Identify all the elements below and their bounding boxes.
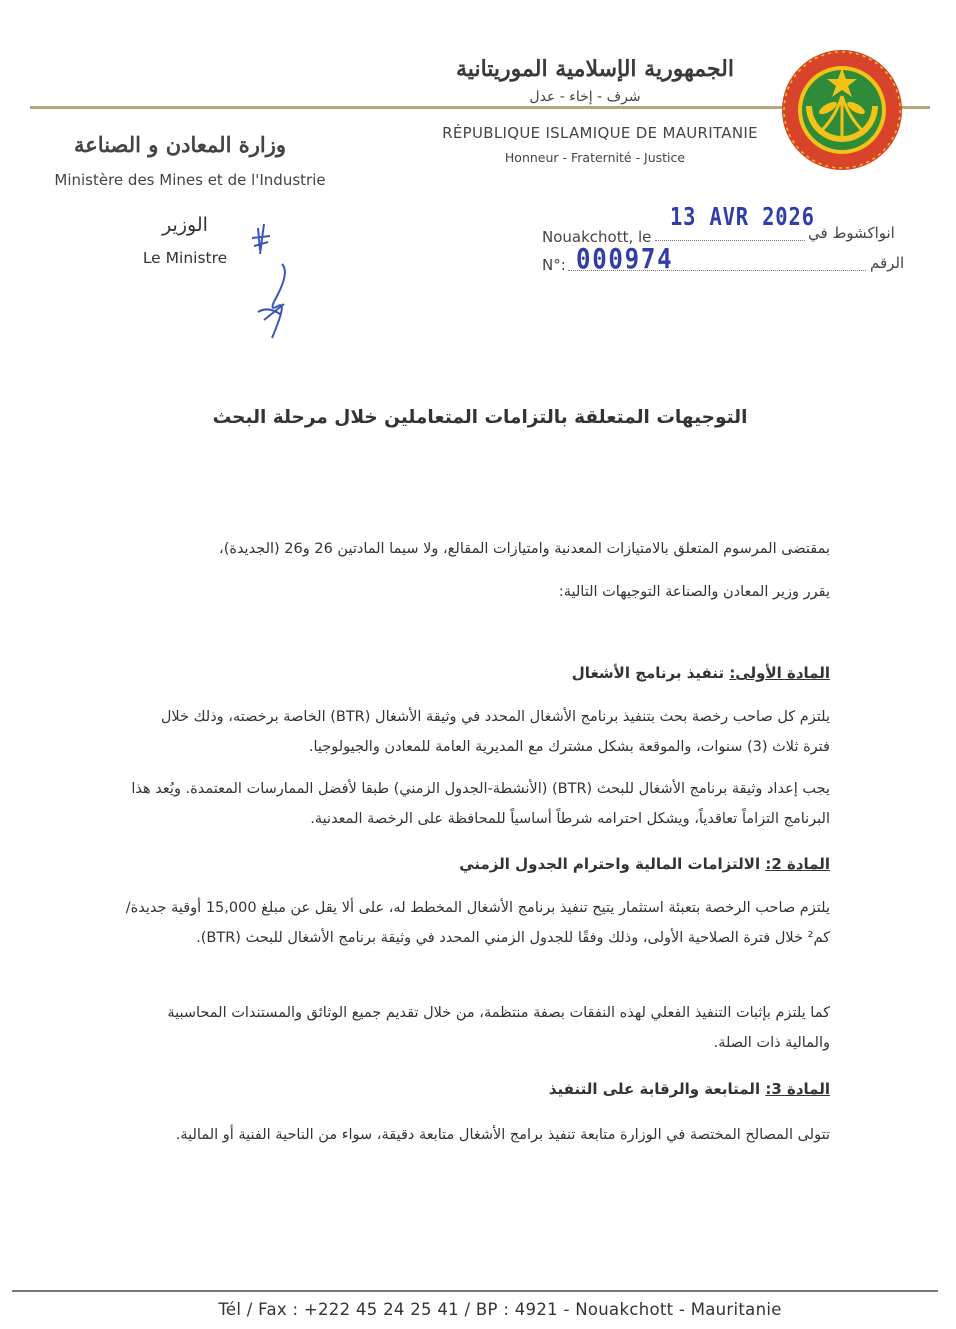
date-label-fr: Nouakchott, le [542,228,652,246]
preamble-decision: يقرر وزير المعادن والصناعة التوجيهات التالية: [558,584,830,600]
article-1-label: المادة الأولى: [729,664,830,682]
article-2-paragraph-2: كما يلتزم بإثبات التنفيذ الفعلي لهذه النفقات بصفة منتظمة، من خلال تقديم جميع الوثائق والمستندات المحاسبية والمالية ذات الصلة. [167,1005,830,1051]
article-2-title: الالتزامات المالية واحترام الجدول الزمني [459,855,766,873]
national-seal-icon [780,48,904,172]
preamble-decree: بمقتضى المرسوم المتعلق بالامتيازات المعدنية وامتيازات المقالع، ولا سيما المادتين 26 و26 (الجديدة)، [219,541,830,557]
date-dotted-line [655,240,805,241]
number-stamp: 000974 [576,242,674,275]
article-1-paragraph-2: يجب إعداد وثيقة برنامج الأشغال للبحث (BTR) (الأنشطة-الجدول الزمني) طبقا لأفضل الممارسات المعتمدة. ويُعد هذا البرنامج التزاماً تعاقدياً، ويشكل احترامه شرطاً أساسياً للمحافظة على الرخصة المعدنية. [131,781,830,827]
republic-title-fr: RÉPUBLIQUE ISLAMIQUE DE MAURITANIE [442,124,758,142]
article-2-heading [400,855,830,873]
article-2-label: المادة 2: [765,855,830,873]
republic-motto-ar: شرف - إخاء - عدل [529,89,641,105]
footer-contact: Tél / Fax : +222 45 24 25 41 / BP : 4921 - Nouakchott - Mauritanie [218,1300,782,1319]
article-3-label: المادة 3: [765,1080,830,1098]
article-1-title: تنفيذ برنامج الأشغال [571,664,730,682]
minister-label-ar: الوزير [162,214,208,236]
article-3-title: المتابعة والرقابة على التنفيذ [548,1080,766,1098]
document-title: التوجيهات المتعلقة بالتزامات المتعاملين خلال مرحلة البحث [212,407,748,428]
article-3-heading [400,1080,830,1098]
ministry-name-fr: Ministère des Mines et de l'Industrie [54,171,326,189]
ministry-name-ar: وزارة المعادن و الصناعة [74,132,286,157]
date-label-ar: انواكشوط في [808,224,895,242]
article-3-paragraph-1: تتولى المصالح المختصة في الوزارة متابعة تنفيذ برامج الأشغال متابعة دقيقة، سواء من الناحية الفنية أو المالية. [175,1127,830,1143]
republic-motto-fr: Honneur - Fraternité - Justice [504,150,686,165]
date-stamp: 13 AVR 2026 [670,202,815,231]
minister-signature [238,220,308,350]
footer-divider [12,1290,938,1292]
article-1-paragraph-1: يلتزم كل صاحب رخصة بحث بتنفيذ برنامج الأشغال المحدد في وثيقة الأشغال (BTR) الخاصة برخصته، وذلك خلال فترة ثلاث (3) سنوات، والموقعة بشكل مشترك مع المديرية العامة للمعادن والجيولوجيا. [160,709,830,755]
republic-title-ar: الجمهورية الإسلامية الموريتانية [456,56,734,82]
minister-label-fr: Le Ministre [142,249,228,267]
number-label-ar: الرقم [870,254,905,272]
article-2-paragraph-1: يلتزم صاحب الرخصة بتعبئة استثمار يتيح تنفيذ برنامج الأشغال المخطط له، على ألا يقل عن مبلغ 15,000 أوقية جديدة/كم² خلال فترة الصلاحية الأولى، وذلك وفقًا للجدول الزمني المحدد في وثيقة برنامج الأشغال للبحث (BTR). [125,900,830,946]
number-label-fr: N°: [542,256,566,274]
article-1-heading [400,664,830,682]
